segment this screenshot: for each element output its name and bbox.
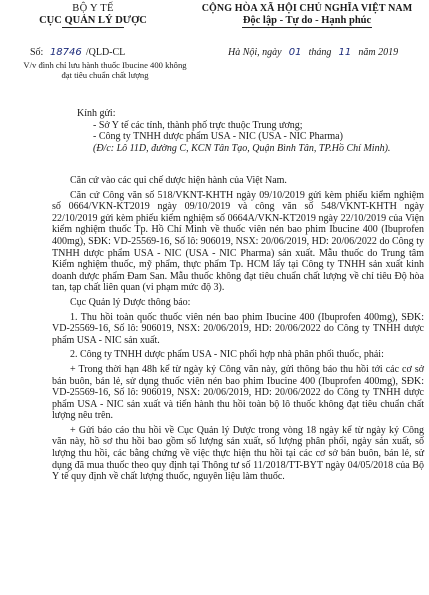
- body-paragraph: + Trong thời hạn 48h kể từ ngày ký Công văn này, gửi thông báo thu hồi tới các cơ sở bán buôn, bán lẻ, sử dụng thuốc viên nén bao phim Ibucine 400 (Ibuprofen 400mg), SĐK: VD-25569-16, Số lô: 906019, NSX: 20/06/2019, HD: 20/06/2022 do Công ty TNHH dược phẩm USA - NIC sản xuất và tiến hành thu hồi toàn bộ lô thuốc không đạt tiêu chuẩn chất lượng nêu trên.: [52, 363, 424, 422]
- body-paragraph: Căn cứ vào các qui chế dược hiện hành của Việt Nam.: [70, 175, 287, 186]
- department-name: CỤC QUẢN LÝ DƯỢC: [39, 15, 147, 26]
- date-month-label: tháng: [308, 47, 332, 58]
- motto-underline: [242, 27, 372, 28]
- national-header: [188, 3, 426, 28]
- recipients-label: Kính gửi:: [77, 108, 116, 119]
- document-date: [228, 47, 398, 58]
- letter-body: [52, 175, 424, 486]
- date-prefix: Hà Nội, ngày: [228, 47, 282, 58]
- body-paragraph: 1. Thu hồi toàn quốc thuốc viên nén bao phim Ibucine 400 (Ibuprofen 400mg), SĐK: VD-25569-16, Số lô: 906019, NSX: 20/06/2019, HD: 20/06/2022 do Công ty TNHH dược phẩm USA - NIC sản xuất.: [52, 311, 424, 346]
- recipient-address: (Đ/c: Lô 11D, đường C, KCN Tân Tạo, Quận Bình Tân, TP.Hồ Chí Minh).: [93, 142, 391, 154]
- date-day: 01: [288, 47, 302, 58]
- national-motto: Độc lập - Tự do - Hạnh phúc: [242, 15, 372, 26]
- date-year: năm 2019: [358, 47, 399, 58]
- issuer-block: [8, 3, 178, 28]
- recipient-item: - Công ty TNHH dược phẩm USA - NIC (USA - NIC Pharma): [93, 131, 343, 142]
- date-month: 11: [338, 47, 352, 58]
- doc-number-handwritten: 18746: [49, 47, 82, 58]
- document-number: [30, 47, 125, 58]
- recipient-item: - Sở Y tế các tỉnh, thành phố trực thuộc Trung ương;: [93, 119, 303, 131]
- document-subject: V/v đình chỉ lưu hành thuốc Ibucine 400 không đạt tiêu chuẩn chất lượng: [23, 60, 187, 80]
- body-paragraph: + Gửi báo cáo thu hồi về Cục Quản lý Dược trong vòng 18 ngày kể từ ngày ký Công văn này, hồ sơ thu hồi bao gồm số lượng sản xuất, số lượng phân phối, ngày sản xuất, số lượng thu hồi, các bằng chứng về việc thực hiện thu hồi tại các cơ sở bán buôn, bán lẻ, sử dụng đã mua thuốc theo quy định tại Thông tư số 11/2018/TT-BYT ngày 04/05/2018 của Bộ Y tế quy định về chất lượng thuốc, nguyên liệu làm thuốc.: [52, 424, 424, 483]
- body-paragraph: Căn cứ Công văn số 518/VKNT-KHTH ngày 09/10/2019 gửi kèm phiếu kiểm nghiệm số 0664/VKN-KT2019 ngày 09/10/2019 và công văn số 548/VKNT-KHTH ngày 22/10/2019 gửi kèm phiếu kiểm nghiệm số 0664A/VKN-KT2019 ngày 22/10/2019 của Viện kiểm nghiệm thuốc Tp. Hồ Chí Minh về thuốc viên nén bao phim Ibucine 400 (Ibuprofen 400mg), SĐK: VD-25569-16, Số lô: 906019, NSX: 20/06/2019, HD: 20/06/2022 do Công ty TNHH dược phẩm USA - NIC (USA - NIC Pharma) sản xuất. Mẫu thuốc do Trung tâm Kiểm nghiệm thuốc, mỹ phẩm, thực phẩm Tp. HCM lấy tại Công ty TNHH sản xuất kinh doanh dược phẩm Đam San. Mẫu thuốc không đạt tiêu chuẩn chất lượng về chỉ tiêu Độ hòa tan, tạp chất liên quan (vi phạm mức độ 3).: [52, 189, 424, 294]
- department-underline: [62, 27, 124, 28]
- ministry-name: BỘ Y TẾ: [72, 3, 114, 14]
- body-paragraph: 2. Công ty TNHH dược phẩm USA - NIC phối hợp nhà phân phối thuốc, phải:: [70, 349, 384, 361]
- doc-number-suffix: /QLD-CL: [85, 47, 126, 58]
- body-paragraph: Cục Quản lý Dược thông báo:: [70, 296, 191, 308]
- recipients-block: [77, 108, 422, 154]
- republic-name: CỘNG HÒA XÃ HỘI CHỦ NGHĨA VIỆT NAM: [201, 3, 413, 14]
- doc-number-prefix: Số:: [30, 47, 44, 58]
